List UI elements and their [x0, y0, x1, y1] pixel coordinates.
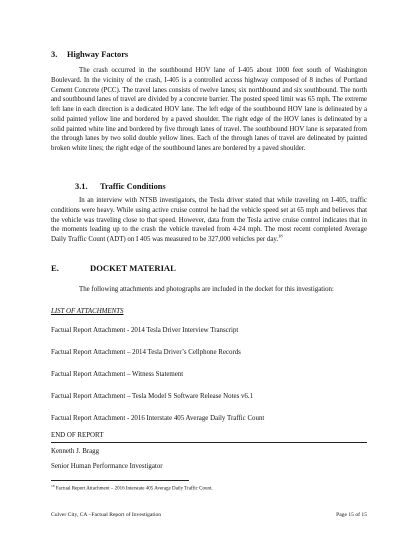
attachment-item-4: Factual Report Attachment – Tesla Model S Software Release Notes v6.1 — [51, 393, 254, 400]
end-of-report-rule — [51, 442, 367, 443]
section-3-title: Highway Factors — [67, 50, 129, 59]
section-3-1-paragraph — [51, 196, 367, 245]
footnote-reference[interactable]: 18 — [278, 233, 283, 239]
section-e-number: E. — [51, 263, 59, 273]
attachments-list-title: LIST OF ATTACHMENTS — [51, 308, 124, 315]
footnote-number: 18 — [51, 484, 55, 488]
section-3-1-title: Traffic Conditions — [100, 182, 166, 191]
section-3-1-number: 3.1. — [75, 182, 88, 191]
section-3-1-text: In an interview with NTSB investigators, the Tesla driver stated that while traveling on I-405, traffic conditions were heavy. While using active cruise control he had the vehicle speed set at 65 mph and believes that the vehicle was traveling close to that speed. However, data from the Tesla active cruise control indicates that in the moments leading up to the crash the vehicle traveled from 4-24 mph. The most recent completed Average Daily Traffic Count (ADT) on I 405 was measured to be 327,000 vehicles per day. — [51, 197, 367, 243]
attachment-item-1: Factual Report Attachment - 2014 Tesla Driver Interview Transcript — [51, 327, 239, 334]
signatory-name: Kenneth J. Bragg — [51, 448, 100, 455]
section-e-heading — [51, 263, 176, 273]
footnote-separator — [51, 480, 189, 481]
footnote — [51, 484, 213, 492]
attachment-item-5: Factual Report Attachment - 2016 Interstate 405 Average Daily Traffic Count — [51, 415, 265, 422]
section-3-number: 3. — [51, 50, 58, 59]
attachment-item-3: Factual Report Attachment – Witness Statement — [51, 371, 184, 378]
attachment-item-2: Factual Report Attachment – 2014 Tesla Driver’s Cellphone Records — [51, 349, 241, 356]
section-3-heading — [51, 50, 128, 60]
section-3-1-heading — [75, 182, 166, 192]
footnote-text: Factual Report Attachment – 2016 Interstate 405 Average Daily Traffic Count. — [54, 486, 213, 492]
section-e-paragraph: The following attachments and photographs are included in the docket for this investigation: — [79, 286, 334, 293]
signatory-title: Senior Human Performance Investigator — [51, 463, 163, 470]
section-3-paragraph: The crash occurred in the southbound HOV lane of I-405 about 1000 feet south of Washington Boulevard. In the vicinity of the crash, I-405 is a controlled access highway composed of 8 inches of Portland Cement Concrete (PCC). The travel lanes consists of twelve lanes; six northbound and six southbound. The north and southbound lanes of travel are divided by a concrete barrier. The posted speed limit was 65 mph. The extreme left lane in each direction is a dedicated HOV lane. The left edge of the southbound HOV lane is delineated by a solid painted yellow line and bordered by a paved shoulder. The right edge of the HOV lanes is delineated by a solid painted white line and bordered by five through lanes of travel. The southbound HOV lane is separated from the through lanes by two solid double yellow lines. Each of the through lanes of travel are delineated by painted broken white lines; the right edge of the southbound lanes are bordered by a paved shoulder. — [51, 67, 367, 152]
footer-location: Culver City, CA –Factual Report of Investigation — [51, 512, 162, 518]
section-e-title: DOCKET MATERIAL — [90, 263, 176, 273]
end-of-report-label: END OF REPORT — [51, 432, 104, 439]
footer-page-number: Page 15 of 15 — [336, 512, 367, 518]
